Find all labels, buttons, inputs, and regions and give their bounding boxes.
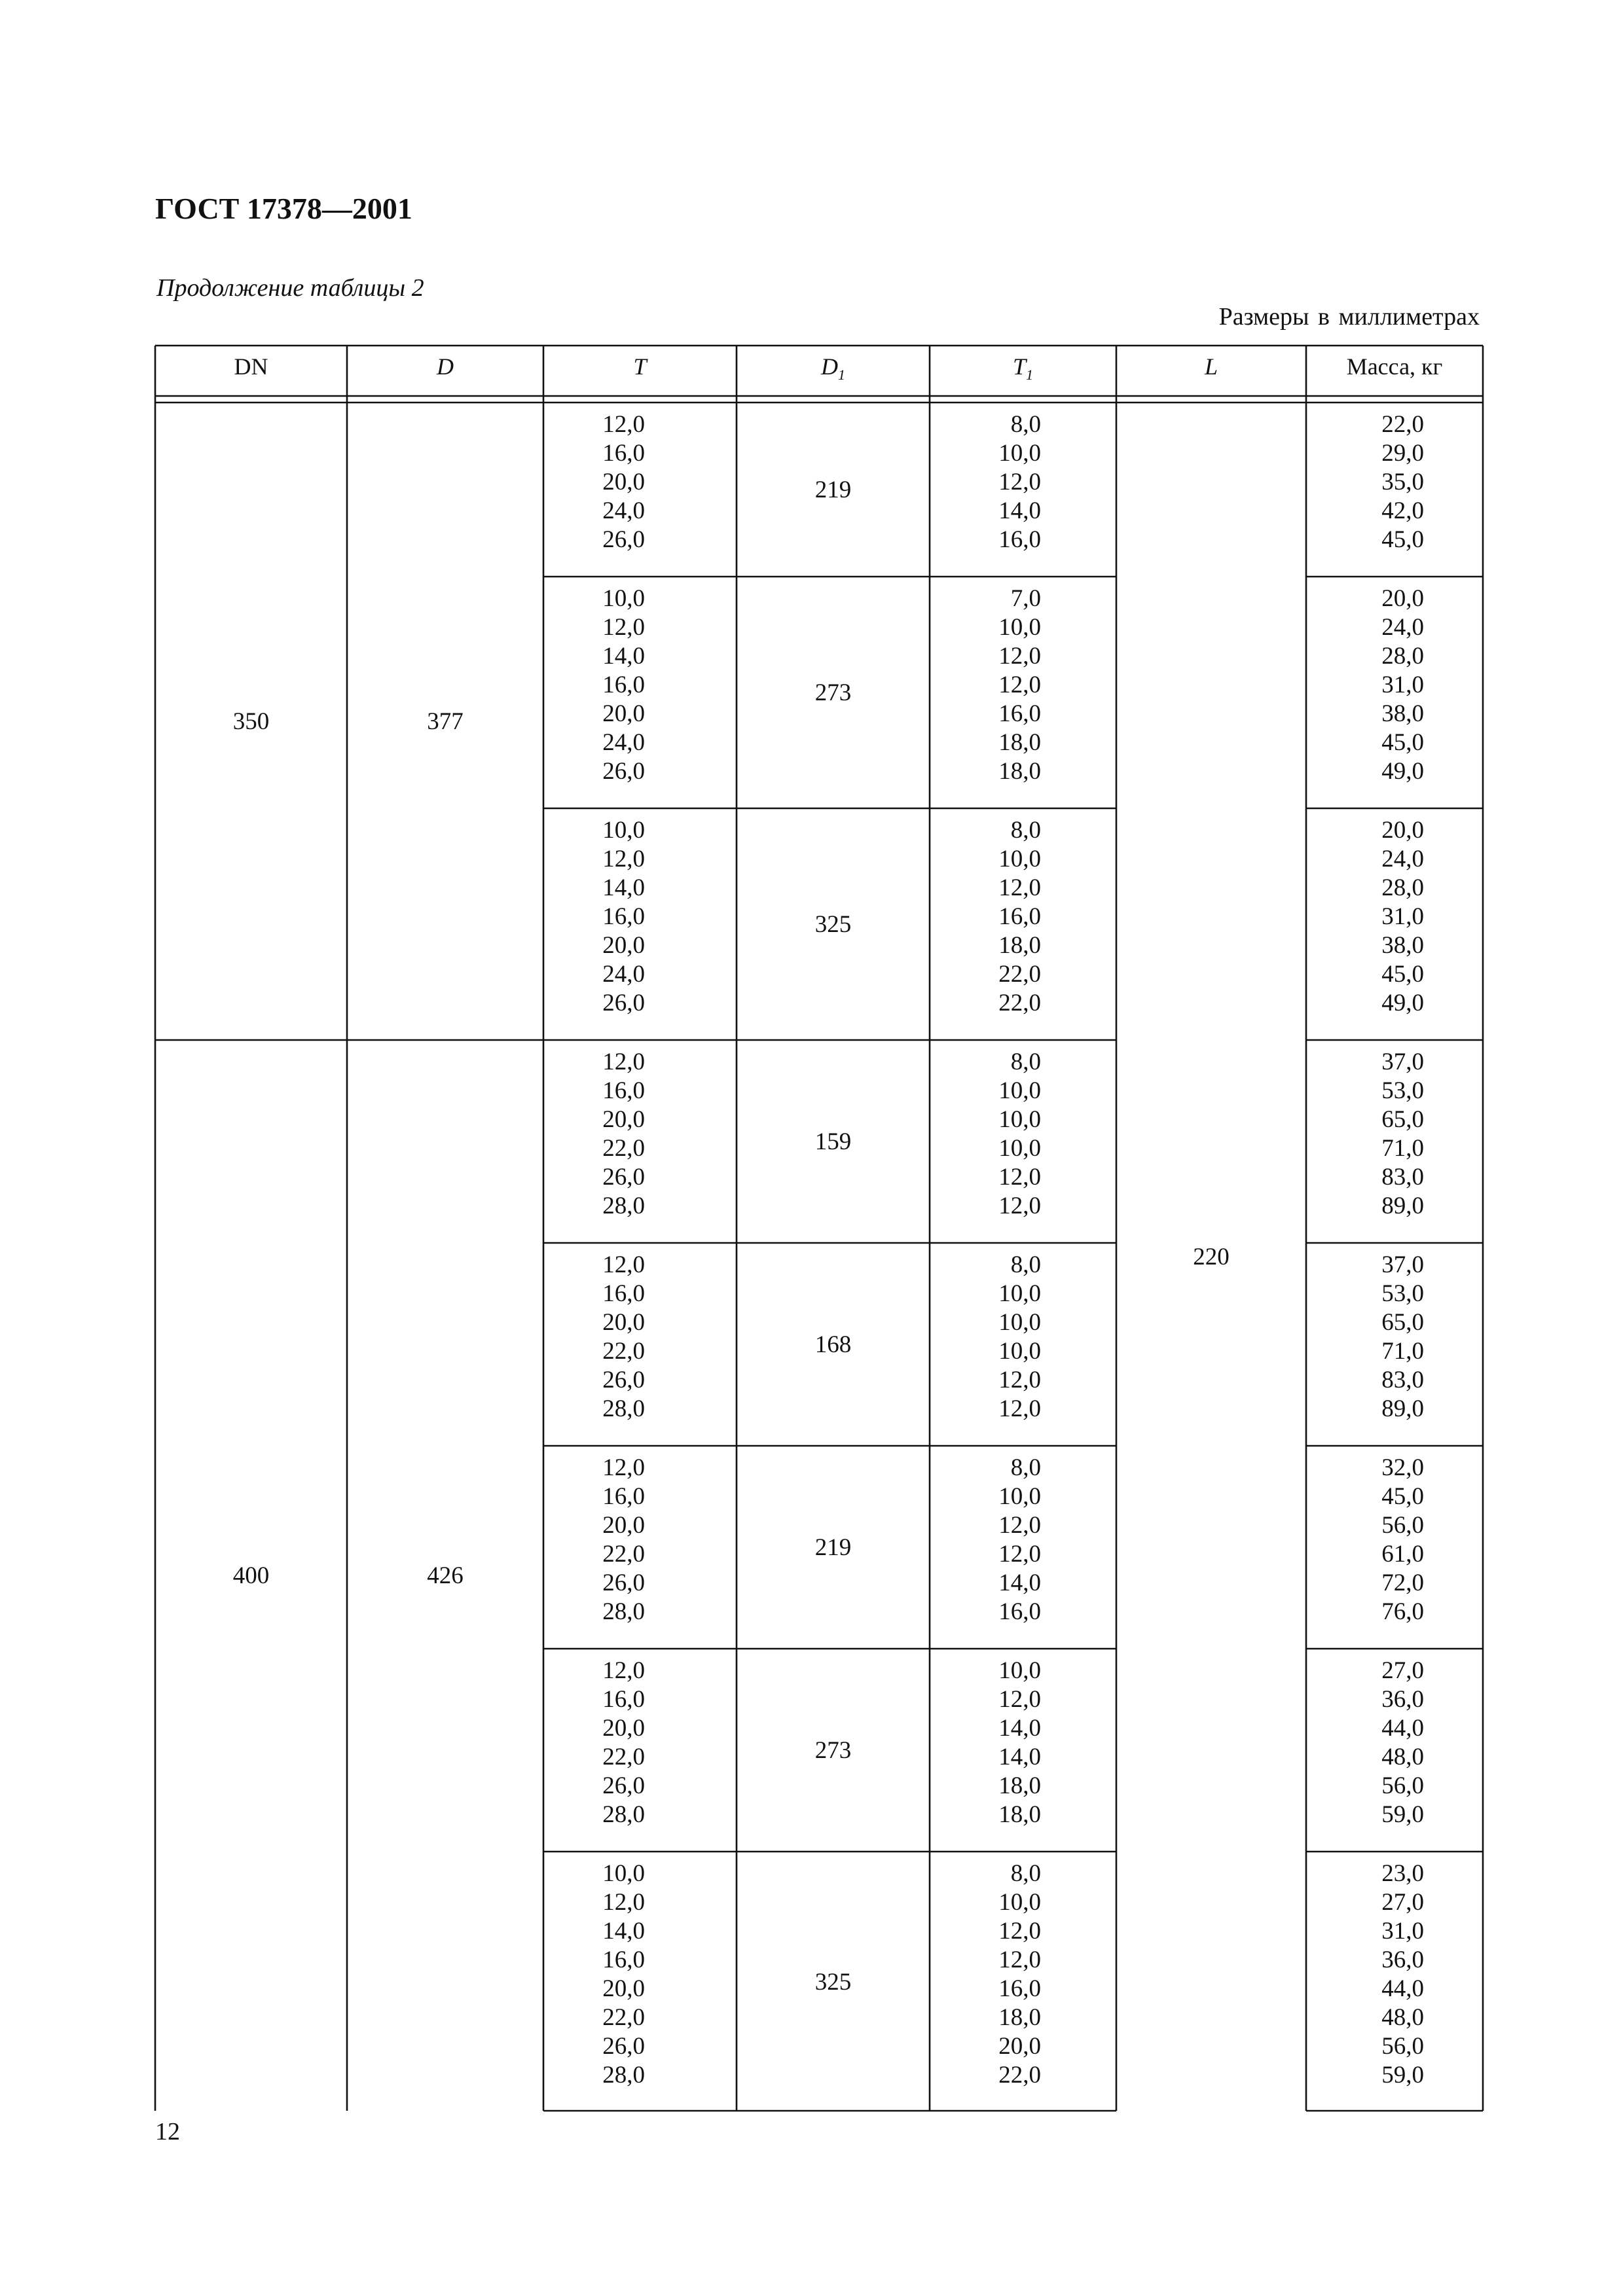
cell-T1: 10,0	[998, 1077, 1041, 1104]
cell-T1: 8,0	[1010, 411, 1041, 438]
cell-T1: 12,0	[998, 672, 1041, 698]
cell-mass: 45,0	[1381, 1483, 1424, 1510]
cell-mass: 31,0	[1381, 1918, 1424, 1945]
cell-mass: 22,0	[1381, 411, 1424, 438]
cell-T: 22,0	[602, 1541, 645, 1568]
cell-T1: 10,0	[998, 1106, 1041, 1133]
cell-mass: 20,0	[1381, 817, 1424, 844]
cell-T1: 18,0	[998, 758, 1041, 785]
cell-mass: 36,0	[1381, 1946, 1424, 1973]
cell-T: 12,0	[602, 1454, 645, 1481]
cell-T: 16,0	[602, 1686, 645, 1713]
cell-T: 20,0	[602, 700, 645, 727]
cell-mass: 83,0	[1381, 1367, 1424, 1393]
cell-T1: 8,0	[1010, 1454, 1041, 1481]
cell-T: 12,0	[602, 846, 645, 872]
cell-T: 16,0	[602, 440, 645, 467]
cell-T: 26,0	[602, 1772, 645, 1799]
cell-T1: 10,0	[998, 1338, 1041, 1365]
cell-T1: 12,0	[998, 1512, 1041, 1539]
cell-T1: 12,0	[998, 1918, 1041, 1945]
cell-T1: 18,0	[998, 1772, 1041, 1799]
cell-T: 14,0	[602, 643, 645, 670]
page-number: 12	[155, 2118, 180, 2145]
cell-T: 12,0	[602, 1049, 645, 1075]
column-header: $D_1$	[821, 353, 845, 383]
cell-mass: 72,0	[1381, 1570, 1424, 1596]
cell-mass: 49,0	[1381, 758, 1424, 785]
cell-T: 26,0	[602, 1570, 645, 1596]
cell-T1: 12,0	[998, 643, 1041, 670]
units-note: Размеры в миллиметрах	[1218, 303, 1480, 331]
cell-T1: 10,0	[998, 614, 1041, 641]
cell-T1: 12,0	[998, 874, 1041, 901]
cell-mass: 83,0	[1381, 1164, 1424, 1191]
cell-mass: 44,0	[1381, 1975, 1424, 2002]
table-caption: Продолжение таблицы 2	[156, 274, 424, 302]
cell-T: 20,0	[602, 469, 645, 495]
cell-T: 24,0	[602, 729, 645, 756]
cell-T: 12,0	[602, 1657, 645, 1684]
cell-T: 26,0	[602, 758, 645, 785]
cell-T1: 8,0	[1010, 1251, 1041, 1278]
cell-T1: 22,0	[998, 990, 1041, 1016]
column-header: L	[1204, 353, 1218, 380]
cell-D: 426	[427, 1562, 464, 1589]
cell-mass: 37,0	[1381, 1251, 1424, 1278]
cell-T1: 14,0	[998, 1715, 1041, 1742]
cell-T1: 12,0	[998, 469, 1041, 495]
cell-mass: 31,0	[1381, 672, 1424, 698]
cell-T: 12,0	[602, 614, 645, 641]
cell-D1: 219	[814, 1534, 852, 1561]
cell-T: 28,0	[602, 2062, 645, 2089]
cell-T1: 8,0	[1010, 817, 1041, 844]
column-header: D	[437, 353, 454, 380]
cell-mass: 23,0	[1381, 1860, 1424, 1887]
cell-mass: 29,0	[1381, 440, 1424, 467]
cell-T1: 16,0	[998, 700, 1041, 727]
cell-T1: 10,0	[998, 440, 1041, 467]
cell-T: 12,0	[602, 1889, 645, 1916]
cell-T1: 10,0	[998, 1889, 1041, 1916]
document-title: ГОСТ 17378—2001	[155, 192, 412, 225]
cell-T: 20,0	[602, 1106, 645, 1133]
cell-D1: 325	[814, 911, 852, 938]
cell-mass: 76,0	[1381, 1598, 1424, 1625]
cell-mass: 61,0	[1381, 1541, 1424, 1568]
cell-T: 26,0	[602, 990, 645, 1016]
cell-mass: 31,0	[1381, 903, 1424, 930]
cell-T: 16,0	[602, 903, 645, 930]
cell-T: 16,0	[602, 1280, 645, 1307]
cell-mass: 48,0	[1381, 2004, 1424, 2031]
cell-DN: 400	[232, 1562, 270, 1589]
cell-T: 10,0	[602, 1860, 645, 1887]
cell-D1: 273	[814, 679, 852, 706]
cell-D1: 219	[814, 476, 852, 503]
cell-T1: 10,0	[998, 1309, 1041, 1336]
cell-mass: 45,0	[1381, 961, 1424, 988]
cell-D1: 273	[814, 1737, 852, 1764]
cell-T: 24,0	[602, 497, 645, 524]
cell-T: 22,0	[602, 2004, 645, 2031]
column-header: DN	[234, 353, 268, 380]
cell-T: 28,0	[602, 1395, 645, 1422]
cell-mass: 59,0	[1381, 2062, 1424, 2089]
cell-mass: 20,0	[1381, 585, 1424, 612]
cell-T1: 12,0	[998, 1395, 1041, 1422]
cell-T: 16,0	[602, 1077, 645, 1104]
cell-T: 20,0	[602, 1512, 645, 1539]
cell-T: 22,0	[602, 1744, 645, 1770]
cell-T: 20,0	[602, 1715, 645, 1742]
cell-mass: 32,0	[1381, 1454, 1424, 1481]
cell-T: 20,0	[602, 1309, 645, 1336]
cell-T: 26,0	[602, 2033, 645, 2060]
cell-T1: 20,0	[998, 2033, 1041, 2060]
cell-mass: 42,0	[1381, 497, 1424, 524]
cell-T1: 12,0	[998, 1946, 1041, 1973]
cell-T: 24,0	[602, 961, 645, 988]
cell-T1: 12,0	[998, 1541, 1041, 1568]
cell-T: 26,0	[602, 1367, 645, 1393]
cell-T: 14,0	[602, 1918, 645, 1945]
cell-mass: 89,0	[1381, 1193, 1424, 1219]
cell-mass: 89,0	[1381, 1395, 1424, 1422]
cell-T1: 16,0	[998, 1975, 1041, 2002]
cell-T: 16,0	[602, 672, 645, 698]
cell-T1: 18,0	[998, 932, 1041, 959]
cell-T: 12,0	[602, 411, 645, 438]
cell-mass: 37,0	[1381, 1049, 1424, 1075]
cell-mass: 44,0	[1381, 1715, 1424, 1742]
cell-mass: 45,0	[1381, 729, 1424, 756]
cell-mass: 53,0	[1381, 1077, 1424, 1104]
cell-T: 22,0	[602, 1135, 645, 1162]
cell-mass: 49,0	[1381, 990, 1424, 1016]
cell-T1: 14,0	[998, 497, 1041, 524]
cell-T: 28,0	[602, 1801, 645, 1828]
cell-T: 16,0	[602, 1483, 645, 1510]
cell-mass: 56,0	[1381, 1512, 1424, 1539]
cell-T: 22,0	[602, 1338, 645, 1365]
cell-mass: 65,0	[1381, 1309, 1424, 1336]
cell-mass: 35,0	[1381, 469, 1424, 495]
cell-mass: 71,0	[1381, 1135, 1424, 1162]
column-header: T	[633, 353, 647, 380]
cell-D: 377	[427, 708, 464, 735]
cell-T: 12,0	[602, 1251, 645, 1278]
cell-T: 20,0	[602, 1975, 645, 2002]
cell-mass: 56,0	[1381, 1772, 1424, 1799]
cell-T1: 10,0	[998, 1135, 1041, 1162]
cell-DN: 350	[232, 708, 270, 735]
cell-T1: 10,0	[998, 1657, 1041, 1684]
cell-T1: 10,0	[998, 1483, 1041, 1510]
cell-T1: 18,0	[998, 2004, 1041, 2031]
column-header: $T_1$	[1012, 353, 1034, 383]
cell-D1: 159	[814, 1128, 852, 1155]
cell-T: 10,0	[602, 585, 645, 612]
cell-D1: 325	[814, 1969, 852, 1996]
cell-T: 10,0	[602, 817, 645, 844]
cell-mass: 38,0	[1381, 700, 1424, 727]
cell-D1: 168	[814, 1331, 852, 1358]
cell-mass: 38,0	[1381, 932, 1424, 959]
cell-T1: 14,0	[998, 1744, 1041, 1770]
cell-mass: 27,0	[1381, 1657, 1424, 1684]
column-header: Масса, кг	[1346, 353, 1443, 380]
cell-T1: 22,0	[998, 961, 1041, 988]
cell-T1: 12,0	[998, 1164, 1041, 1191]
cell-T1: 12,0	[998, 1367, 1041, 1393]
cell-T: 26,0	[602, 526, 645, 553]
cell-mass: 65,0	[1381, 1106, 1424, 1133]
cell-T1: 22,0	[998, 2062, 1041, 2089]
cell-T: 16,0	[602, 1946, 645, 1973]
cell-T1: 7,0	[1010, 585, 1041, 612]
cell-T1: 10,0	[998, 846, 1041, 872]
cell-T1: 18,0	[998, 1801, 1041, 1828]
cell-T1: 12,0	[998, 1686, 1041, 1713]
cell-mass: 71,0	[1381, 1338, 1424, 1365]
cell-mass: 48,0	[1381, 1744, 1424, 1770]
cell-T1: 18,0	[998, 729, 1041, 756]
cell-T1: 8,0	[1010, 1049, 1041, 1075]
cell-T: 20,0	[602, 932, 645, 959]
cell-mass: 56,0	[1381, 2033, 1424, 2060]
cell-T: 26,0	[602, 1164, 645, 1191]
cell-mass: 28,0	[1381, 874, 1424, 901]
cell-T: 14,0	[602, 874, 645, 901]
cell-mass: 24,0	[1381, 614, 1424, 641]
cell-mass: 28,0	[1381, 643, 1424, 670]
cell-T1: 16,0	[998, 526, 1041, 553]
cell-T1: 10,0	[998, 1280, 1041, 1307]
cell-mass: 24,0	[1381, 846, 1424, 872]
cell-mass: 53,0	[1381, 1280, 1424, 1307]
cell-T1: 16,0	[998, 1598, 1041, 1625]
cell-T1: 16,0	[998, 903, 1041, 930]
cell-T1: 14,0	[998, 1570, 1041, 1596]
cell-T: 28,0	[602, 1193, 645, 1219]
cell-mass: 36,0	[1381, 1686, 1424, 1713]
cell-T1: 12,0	[998, 1193, 1041, 1219]
cell-L: 220	[1193, 1244, 1230, 1270]
cell-T1: 8,0	[1010, 1860, 1041, 1887]
cell-mass: 45,0	[1381, 526, 1424, 553]
cell-mass: 27,0	[1381, 1889, 1424, 1916]
cell-mass: 59,0	[1381, 1801, 1424, 1828]
cell-T: 28,0	[602, 1598, 645, 1625]
